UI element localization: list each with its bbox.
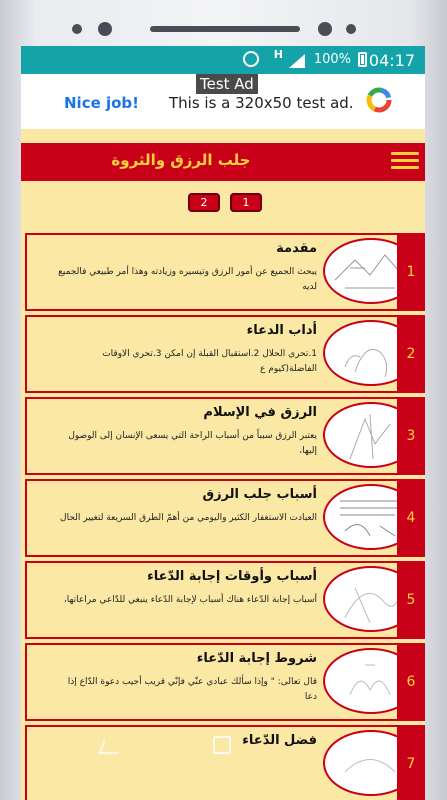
- item-number: 1: [397, 233, 425, 311]
- alarm-icon: [243, 51, 259, 67]
- item-title: أداب الدعاء: [246, 323, 317, 338]
- item-description: قال تعالى: " وإذا سألك عبادي عنّي فإنّي قريب أجيب دعوة الدّاع إذا دعا: [67, 677, 317, 702]
- item-title: فضل الدّعاء: [242, 733, 317, 748]
- phone-top-bezel: [0, 0, 447, 46]
- speaker-slot: [150, 26, 300, 32]
- item-title: مقدمة: [276, 241, 317, 256]
- item-number: 2: [397, 315, 425, 393]
- app-screen: [21, 46, 425, 800]
- item-description: يبحث الجميع عن أمور الرزق وتيسيره وزيادته وهذا أمر طبيعي فالجميع لديه: [58, 267, 317, 292]
- ad-logo-icon: [366, 87, 392, 113]
- list-item[interactable]: [25, 479, 425, 557]
- battery-percent: 100%: [313, 52, 351, 67]
- ad-nice-text: Nice job!: [64, 94, 140, 112]
- app-header: [21, 143, 425, 181]
- network-type: H: [273, 48, 283, 61]
- list-item[interactable]: [25, 397, 425, 475]
- item-number: 5: [397, 561, 425, 639]
- battery-icon: [358, 52, 367, 67]
- navigation-bar: [21, 726, 425, 766]
- page-button-1[interactable]: 1: [230, 193, 262, 212]
- clock: 04:17: [368, 51, 415, 70]
- ad-label: Test Ad: [196, 74, 258, 94]
- camera-dot: [72, 24, 82, 34]
- item-description: يعتبر الرزق سبباً من أسباب الراحة التي يسعى الإنسان إلى الوصول إليها،: [68, 431, 317, 456]
- item-number: 4: [397, 479, 425, 557]
- item-title: شروط إجابة الدّعاء: [196, 651, 317, 666]
- signal-icon: [289, 54, 305, 68]
- back-icon[interactable]: [98, 740, 123, 754]
- camera-dot: [98, 22, 112, 36]
- ad-body-text: This is a 320x50 test ad.: [169, 94, 354, 112]
- list-item[interactable]: [25, 643, 425, 721]
- item-number: 6: [397, 643, 425, 721]
- item-title: أسباب جلب الرزق: [202, 487, 317, 502]
- item-title: أسباب وأوقات إجابة الدّعاء: [147, 569, 317, 584]
- item-description: 1.تحري الحلال 2.استقبال القبلة إن امكن 3.تحري الاوقات الفاضلة(كيوم ع: [102, 349, 317, 374]
- list-item[interactable]: [25, 561, 425, 639]
- pagination: [21, 193, 425, 213]
- status-bar: [21, 46, 425, 74]
- item-number: 7: [397, 725, 425, 800]
- ad-banner[interactable]: [21, 74, 425, 129]
- item-description: أسباب إجابة الدّعاء هناك أسباب لإجابة الدّعاء ينبغي للدّاعي مراعاتها،: [63, 595, 317, 605]
- item-description: العبادت الاستغفار الكثير واليومي من أهمّ الطرق السريعة لتغيير الحال: [60, 513, 317, 523]
- list-item[interactable]: [25, 233, 425, 311]
- home-icon[interactable]: [213, 736, 231, 754]
- page-button-2[interactable]: 2: [188, 193, 220, 212]
- menu-icon[interactable]: [391, 148, 419, 176]
- item-number: 3: [397, 397, 425, 475]
- page-title: جلب الرزق والثروة: [111, 151, 251, 169]
- sensor-dot: [346, 24, 356, 34]
- sensor-dot: [318, 22, 332, 36]
- list-item[interactable]: [25, 315, 425, 393]
- item-title: الرزق في الإسلام: [203, 405, 317, 420]
